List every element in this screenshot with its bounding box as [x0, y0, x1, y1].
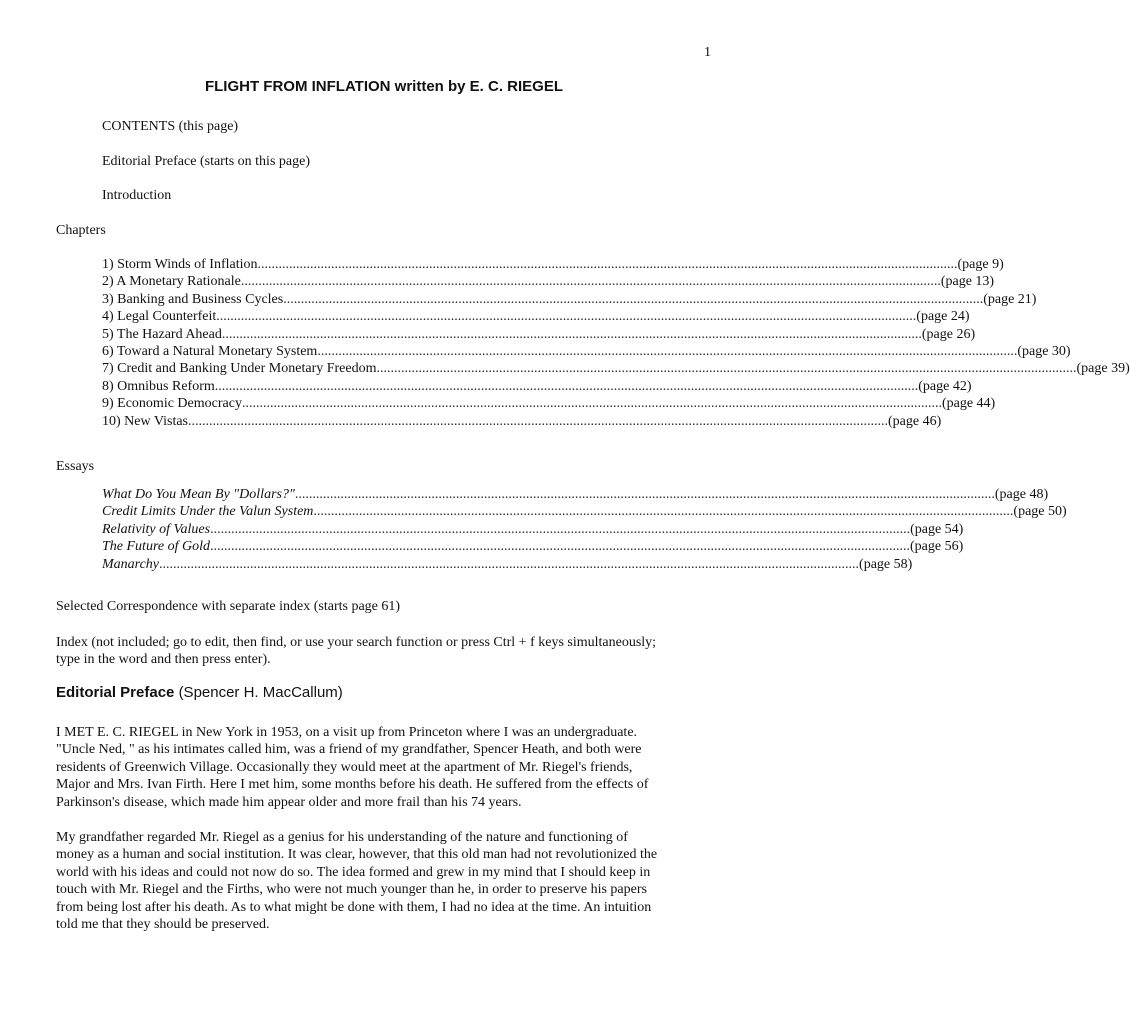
preface-paragraph-1	[56, 724, 716, 811]
chapter-entry-page: (page 46)	[888, 413, 942, 429]
dot-leader: ........................................................................................................................................................................................................	[317, 343, 1018, 359]
page-number: 1	[704, 45, 711, 60]
chapter-entry-page: (page 26)	[921, 326, 976, 342]
essay-entry-title: Manarchy	[102, 556, 160, 572]
dot-leader: ........................................................................................................................................................................................................	[216, 309, 917, 325]
dot-leader: ........................................................................................................................................................................................................	[218, 378, 919, 394]
index-note	[56, 634, 716, 669]
preface-author: (Spencer H. MacCallum)	[178, 684, 343, 701]
chapters-list	[102, 256, 1130, 430]
preface-heading	[56, 684, 343, 701]
paragraph-line: told me that they should be preserved.	[56, 917, 270, 933]
chapter-entry	[102, 291, 1037, 308]
correspondence-line: Selected Correspondence with separate index (starts page 61)	[56, 599, 401, 614]
dot-leader: ........................................................................................................................................................................................................	[283, 291, 984, 307]
essays-label: Essays	[56, 459, 95, 474]
paragraph-line: Parkinson's disease, which made him appear older and more frail than his 74 years.	[56, 794, 522, 810]
dot-leader: ........................................................................................................................................................................................................	[257, 257, 958, 272]
essay-entry-page: (page 54)	[910, 521, 964, 537]
essay-entry-page: (page 58)	[859, 556, 913, 572]
chapter-entry-page: (page 39)	[1076, 361, 1130, 377]
chapter-entry-title: 7) Credit and Banking Under Monetary Freedom	[102, 361, 377, 377]
paragraph-line: Major and Mrs. Ivan Firth. Here I met him, some months before his death. He suffered from the effects of	[56, 777, 649, 793]
dot-leader: ........................................................................................................................................................................................................	[221, 326, 922, 342]
contents-entry: CONTENTS (this page)	[102, 119, 239, 134]
chapter-entry-page: (page 44)	[941, 396, 996, 412]
index-note-line: Index (not included; go to edit, then find, or use your search function or press Ctrl + f keys simultaneously;	[56, 635, 657, 650]
chapter-entry	[102, 395, 996, 412]
preface-paragraph-2	[56, 829, 716, 933]
chapter-entry-title: 4) Legal Counterfeit	[102, 309, 217, 325]
dot-leader: ........................................................................................................................................................................................................	[159, 556, 860, 572]
chapter-entry-title: 10) New Vistas	[102, 413, 189, 429]
introduction-entry: Introduction	[102, 188, 172, 203]
dot-leader: ........................................................................................................................................................................................................	[313, 504, 1014, 520]
dot-leader: ........................................................................................................................................................................................................	[241, 396, 942, 412]
essay-entry-title: The Future of Gold	[102, 539, 210, 555]
chapter-entry	[102, 360, 1130, 377]
essay-entry-title: Relativity of Values	[102, 521, 211, 537]
essay-entry	[102, 486, 1049, 503]
preface-heading-title: Editorial Preface	[56, 684, 175, 701]
paragraph-line: money as a human and social institution. It was clear, however, that this old man had not revolutionized the	[56, 847, 658, 863]
essay-entry-page: (page 50)	[1013, 504, 1067, 520]
chapter-entry-title: 5) The Hazard Ahead	[102, 326, 222, 342]
paragraph-line: touch with Mr. Riegel and the Firths, who were not much younger than he, in order to preserve his papers	[56, 882, 647, 898]
paragraph-line: world with his ideas and could not now do so. The idea formed and grew in my mind that I should keep in	[56, 864, 651, 880]
editorial-preface-entry: Editorial Preface (starts on this page)	[102, 154, 310, 169]
essay-entry-page: (page 56)	[909, 539, 964, 555]
chapter-entry-title: 9) Economic Democracy	[102, 396, 242, 412]
chapter-entry	[102, 256, 1004, 273]
dot-leader: ........................................................................................................................................................................................................	[209, 539, 910, 555]
chapter-entry-title: 3) Banking and Business Cycles	[102, 291, 284, 307]
chapter-entry-page: (page 42)	[918, 378, 972, 394]
chapter-entry-page: (page 13)	[940, 274, 995, 290]
chapters-label: Chapters	[56, 223, 106, 238]
essay-entry-page: (page 48)	[994, 487, 1049, 502]
essays-list	[102, 486, 1067, 573]
chapter-entry-page: (page 21)	[983, 291, 1037, 307]
chapter-entry	[102, 273, 995, 290]
chapter-entry-title: 2) A Monetary Rationale	[102, 274, 241, 290]
chapter-entry-page: (page 9)	[957, 257, 1004, 272]
paragraph-line: I MET E. C. RIEGEL in New York in 1953, on a visit up from Princeton where I was an undergraduate.	[56, 725, 638, 740]
paragraph-line: My grandfather regarded Mr. Riegel as a genius for his understanding of the nature and functioning of	[56, 830, 628, 845]
paragraph-line: residents of Greenwich Village. Occasionally they would meet at the apartment of Mr. Riegel's friends,	[56, 759, 633, 775]
dot-leader: ........................................................................................................................................................................................................	[294, 487, 995, 502]
paragraph-line: from being lost after his death. As to what might be done with them, I had no idea at the time. An intuition	[56, 899, 652, 915]
chapter-entry	[102, 343, 1071, 360]
chapter-entry-title: 8) Omnibus Reform.	[102, 378, 219, 394]
document-title: FLIGHT FROM INFLATION written by E. C. RIEGEL	[204, 78, 564, 95]
chapter-entry	[102, 378, 972, 395]
dot-leader: ........................................................................................................................................................................................................	[376, 361, 1077, 377]
essay-entry	[102, 503, 1067, 520]
dot-leader: ........................................................................................................................................................................................................	[210, 521, 911, 537]
chapter-entry-title: 1) Storm Winds of Inflation	[102, 257, 258, 272]
essay-entry	[102, 521, 964, 538]
essay-entry	[102, 556, 913, 573]
dot-leader: ........................................................................................................................................................................................................	[240, 274, 941, 290]
essay-entry-title: What Do You Mean By "Dollars?"	[102, 487, 295, 502]
index-note-line: type in the word and then press enter).	[56, 652, 271, 668]
chapter-entry-page: (page 30)	[1017, 343, 1071, 359]
chapter-entry-title: 6) Toward a Natural Monetary System	[102, 343, 318, 359]
dot-leader: ........................................................................................................................................................................................................	[188, 413, 889, 429]
chapter-entry	[102, 326, 976, 343]
paragraph-line: "Uncle Ned, " as his intimates called him, was a friend of my grandfather, Spencer Heath, and both were	[56, 742, 642, 758]
essay-entry-title: Credit Limits Under the Valun System	[102, 504, 314, 520]
chapter-entry-page: (page 24)	[916, 309, 970, 325]
chapter-entry	[102, 413, 942, 430]
chapter-entry	[102, 308, 970, 325]
essay-entry	[102, 538, 964, 555]
